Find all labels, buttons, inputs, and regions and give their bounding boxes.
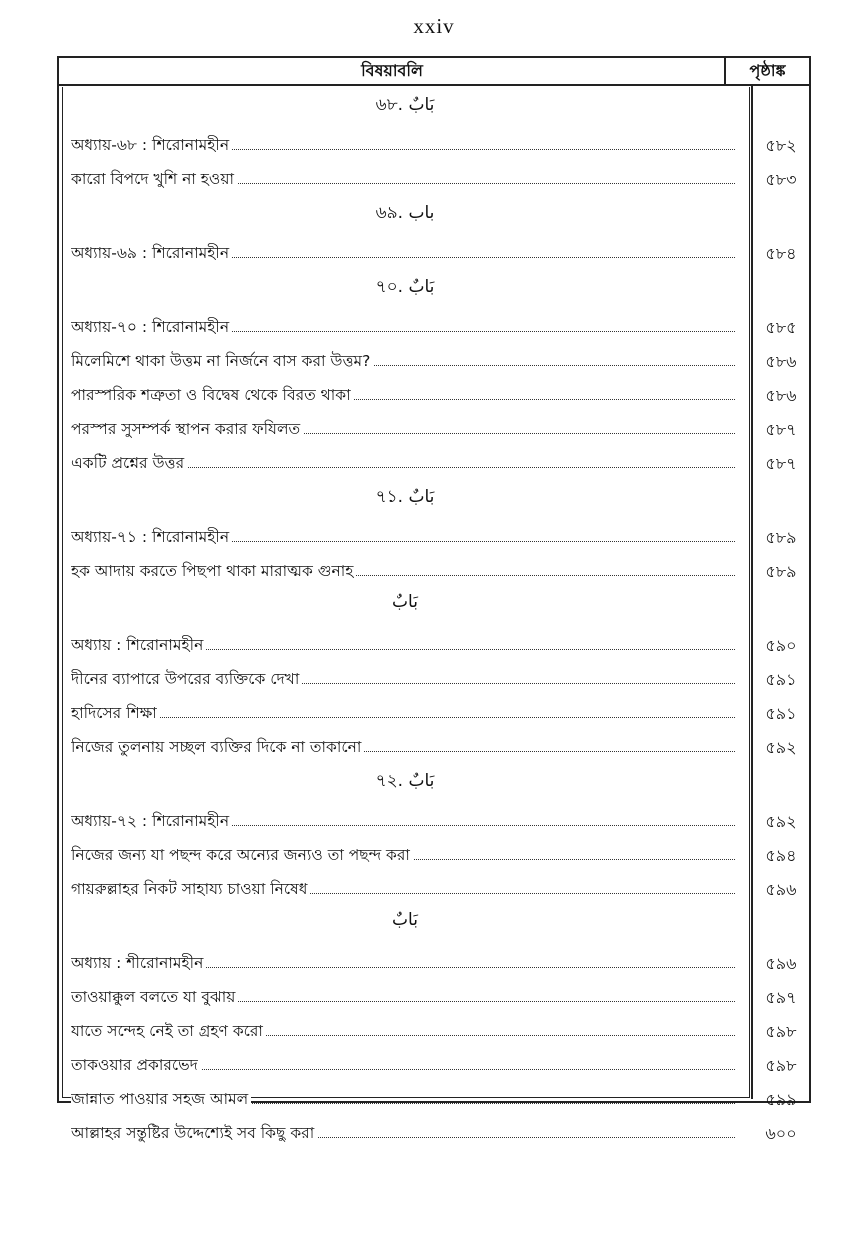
- entry-page-number: ৫৮৯: [765, 562, 797, 581]
- entry-title: হাদিসের শিক্ষা: [71, 701, 735, 723]
- toc-entry: [59, 444, 809, 478]
- toc-entry: [59, 160, 809, 194]
- entry-title: দীনের ব্যাপারে উপরের ব্যক্তিকে দেখা: [71, 667, 735, 689]
- toc-entry: [59, 410, 809, 444]
- page-number: xxiv: [413, 14, 455, 38]
- entry-page-number: ৫৯২: [765, 812, 797, 831]
- entry-page-number: ৫৯৪: [765, 846, 797, 865]
- toc-entry: [59, 660, 809, 694]
- chapter-heading: [59, 86, 809, 126]
- entry-title: হক আদায় করতে পিছপা থাকা মারাত্মক গুনাহ: [71, 559, 735, 581]
- chapter-heading-text: بَابٌ: [392, 592, 418, 612]
- entry-page-number: ৫৮৬: [765, 352, 797, 371]
- entry-title: নিজের জন্য যা পছন্দ করে অন্যের জন্যও তা পছন্দ করা: [71, 843, 735, 865]
- page-column-header: পৃষ্ঠাঙ্ক: [749, 61, 786, 80]
- entry-title: গায়রুল্লাহর নিকট সাহায্য চাওয়া নিষেধ: [71, 877, 735, 899]
- entry-page-number: ৫৯৮: [765, 1056, 797, 1075]
- entry-page-number: ৫৯৭: [765, 988, 797, 1007]
- entry-title: অধ্যায়-৭১ : শিরোনামহীন: [71, 525, 735, 547]
- contents-column-header: বিষয়াবলি: [361, 61, 423, 80]
- entry-page-number: ৫৮২: [765, 136, 797, 155]
- toc-entry: [59, 518, 809, 552]
- chapter-heading-text: ৬৯. باب: [375, 203, 435, 223]
- toc-entry: [59, 978, 809, 1012]
- entry-title: অধ্যায় : শীরোনামহীন: [71, 951, 735, 973]
- chapter-heading-text: ৭০. بَابٌ: [375, 277, 435, 297]
- toc-entry: [59, 728, 809, 762]
- table-of-contents: [57, 56, 811, 1143]
- toc-entry: [59, 1114, 809, 1148]
- entry-page-number: ৫৮৭: [765, 420, 797, 439]
- chapter-heading-text: ৭১. بَابٌ: [375, 487, 435, 507]
- entry-page-number: ৫৯১: [765, 670, 797, 689]
- entry-page-number: ৫৮৪: [765, 244, 797, 263]
- entry-title: অধ্যায়-৬৯ : শিরোনামহীন: [71, 241, 735, 263]
- entry-title: অধ্যায়-৬৮ : শিরোনামহীন: [71, 133, 735, 155]
- entry-page-number: ৫৯২: [765, 738, 797, 757]
- toc-entry: [59, 1080, 809, 1114]
- toc-entry: [59, 234, 809, 268]
- chapter-heading: [59, 194, 809, 234]
- entry-page-number: ৫৯৬: [765, 880, 797, 899]
- toc-rows: [59, 86, 809, 1148]
- chapter-heading-text: ৭২. بَابٌ: [375, 771, 435, 791]
- toc-entry: [59, 626, 809, 660]
- entry-page-number: ৫৮৫: [765, 318, 797, 337]
- entry-title: একটি প্রশ্নের উত্তর: [71, 451, 735, 473]
- toc-entry: [59, 802, 809, 836]
- entry-title: অধ্যায় : শিরোনামহীন: [71, 633, 735, 655]
- dot-leader: [71, 717, 735, 718]
- entry-page-number: ৫৮৯: [765, 528, 797, 547]
- entry-page-number: ৫৮৩: [765, 170, 797, 189]
- toc-entry: [59, 870, 809, 904]
- toc-entry: [59, 1012, 809, 1046]
- entry-page-number: ৫৯৬: [765, 954, 797, 973]
- entry-title: তাকওয়ার প্রকারভেদ: [71, 1053, 735, 1075]
- entry-title: অধ্যায়-৭২ : শিরোনামহীন: [71, 809, 735, 831]
- toc-entry: [59, 376, 809, 410]
- entry-title: অধ্যায়-৭০ : শিরোনামহীন: [71, 315, 735, 337]
- entry-page-number: ৫৮৭: [765, 454, 797, 473]
- chapter-heading: [59, 904, 809, 944]
- toc-header: [59, 58, 809, 86]
- entry-title: পরস্পর সুসম্পর্ক স্থাপন করার ফযিলত: [71, 417, 735, 439]
- entry-page-number: ৫৯৮: [765, 1022, 797, 1041]
- entry-title: মিলেমিশে থাকা উত্তম না নির্জনে বাস করা উত্তম?: [71, 349, 735, 371]
- entry-page-number: ৫৯৯: [765, 1090, 797, 1109]
- chapter-heading: [59, 478, 809, 518]
- entry-title: জান্নাত পাওয়ার সহজ আমল: [71, 1087, 735, 1109]
- toc-entry: [59, 552, 809, 586]
- entry-page-number: ৫৮৬: [765, 386, 797, 405]
- entry-title: পারস্পরিক শত্রুতা ও বিদ্বেষ থেকে বিরত থাকা: [71, 383, 735, 405]
- chapter-heading-text: بَابٌ: [392, 910, 418, 930]
- entry-title: তাওয়াক্কুল বলতে যা বুঝায়: [71, 985, 735, 1007]
- entry-title: যাতে সন্দেহ নেই তা গ্রহণ করো: [71, 1019, 735, 1041]
- entry-page-number: ৫৯১: [765, 704, 797, 723]
- toc-entry: [59, 1046, 809, 1080]
- chapter-heading-text: ৬৮. بَابٌ: [375, 95, 435, 115]
- chapter-heading: [59, 762, 809, 802]
- toc-entry: [59, 126, 809, 160]
- entry-title: আল্লাহর সন্তুষ্টির উদ্দেশ্যেই সব কিছু করা: [71, 1121, 735, 1143]
- entry-page-number: ৫৯০: [765, 636, 797, 655]
- toc-entry: [59, 308, 809, 342]
- chapter-heading: [59, 268, 809, 308]
- chapter-heading: [59, 586, 809, 626]
- entry-page-number: ৬০০: [765, 1124, 797, 1143]
- toc-entry: [59, 342, 809, 376]
- toc-entry: [59, 836, 809, 870]
- toc-entry: [59, 694, 809, 728]
- toc-entry: [59, 944, 809, 978]
- entry-title: কারো বিপদে খুশি না হওয়া: [71, 167, 735, 189]
- entry-title: নিজের তুলনায় সচ্ছল ব্যক্তির দিকে না তাকানো: [71, 735, 735, 757]
